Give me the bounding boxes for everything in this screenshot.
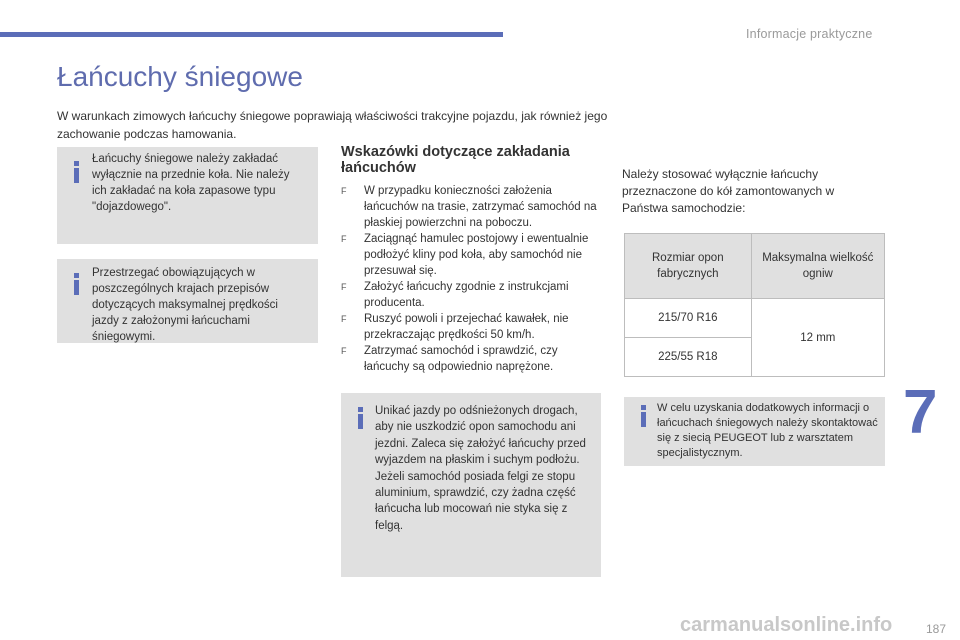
step-text: Założyć łańcuchy zgodnie z instrukcjami producenta. [364, 281, 569, 309]
list-item [341, 279, 603, 311]
tyre-size-cell: 225/55 R18 [625, 338, 752, 377]
table-header-row [625, 234, 885, 299]
section-header: Informacje praktyczne [746, 27, 873, 41]
bullet-icon: F [341, 282, 347, 292]
list-item [341, 183, 603, 231]
tyre-size-cell: 215/70 R16 [625, 299, 752, 338]
step-text: Zaciągnąć hamulec postojowy i ewentualnie podłożyć kliny pod koła, aby samochód nie przesuwał się. [364, 233, 589, 277]
approved-chains-text: Należy stosować wyłącznie łańcuchy przeznaczone do kół zamontowanych w Państwa samochodzie: [622, 167, 835, 215]
bullet-icon: F [341, 346, 347, 356]
step-text: W przypadku konieczności założenia łańcuchów na trasie, zatrzymać samochód na płaskiej powierzchni na poboczu. [364, 185, 597, 229]
instructions-heading: Wskazówki dotyczące zakładania łańcuchów [341, 144, 570, 176]
step-text: Ruszyć powoli i przejechać kawałek, nie przekraczając prędkości 50 km/h. [364, 313, 569, 341]
header-accent-bar [0, 32, 503, 37]
info-icon [73, 161, 79, 183]
chain-spec-table [624, 233, 885, 377]
info-box-local-rules [57, 259, 318, 343]
column-header-tyre-size: Rozmiar opon fabrycznych [625, 234, 752, 299]
link-size-cell: 12 mm [751, 299, 884, 377]
table-row [625, 299, 885, 338]
info-box-more-info [624, 397, 885, 466]
list-item [341, 343, 603, 375]
info-text-more-info: W celu uzyskania dodatkowych informacji o łańcuchach śniegowych należy skontaktować się z siecią PEUGEOT lub z warsztatem specjalistycznym. [657, 402, 878, 459]
info-box-front-wheels [57, 147, 318, 244]
page-title: Łańcuchy śniegowe [57, 61, 303, 92]
info-icon [73, 273, 79, 295]
info-box-cleared-roads [341, 393, 601, 577]
chapter-number: 7 [903, 378, 938, 447]
instructions-list [341, 183, 603, 375]
step-text: Zatrzymać samochód i sprawdzić, czy łańcuchy są odpowiednio naprężone. [364, 345, 558, 373]
column-header-link-size: Maksymalna wielkość ogniw [751, 234, 884, 299]
page-number: 187 [925, 622, 946, 636]
watermark: carmanualsonline.info [680, 614, 893, 636]
info-icon [357, 407, 363, 429]
list-item [341, 231, 603, 279]
bullet-icon: F [341, 234, 347, 244]
info-text-front-wheels: Łańcuchy śniegowe należy zakładać wyłącznie na przednie koła. Nie należy ich zakładać na koła zapasowe typu "dojazdowego". [92, 153, 290, 213]
bullet-icon: F [341, 314, 347, 324]
intro-paragraph: W warunkach zimowych łańcuchy śniegowe poprawiają właściwości trakcyjne pojazdu, jak również jego zachowanie podczas hamowania. [57, 109, 608, 141]
info-text-cleared-roads: Unikać jazdy po odśnieżonych drogach, aby nie uszkodzić opon samochodu ani jezdni. Zaleca się założyć łańcuchy przed wyjazdem na płaskim i suchym podłożu. Jeżeli samochód posiada felgi ze stopu aluminium, sprawdzić, czy żadna część łańcucha lub mocowań nie styka się z felgą. [375, 405, 586, 532]
list-item [341, 311, 603, 343]
info-icon [640, 405, 646, 427]
info-text-local-rules: Przestrzegać obowiązujących w poszczególnych krajach przepisów dotyczących maksymalnej prędkości jazdy z założonymi łańcuchami śniegowymi. [92, 267, 278, 343]
bullet-icon: F [341, 186, 347, 196]
